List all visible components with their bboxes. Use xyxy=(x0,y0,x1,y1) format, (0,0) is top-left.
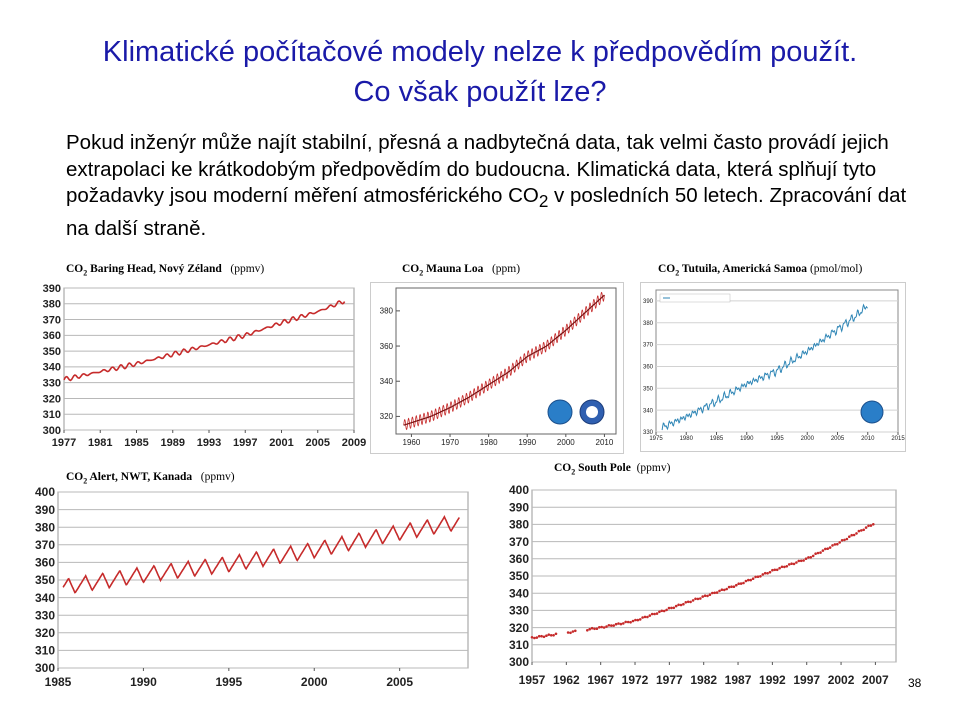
y-tick-label: 300 xyxy=(42,424,61,437)
x-tick-label: 2010 xyxy=(595,438,614,447)
x-tick-label: 1980 xyxy=(479,438,498,447)
x-tick-label: 1985 xyxy=(44,675,72,689)
data-point xyxy=(848,535,851,538)
data-point xyxy=(798,560,801,563)
data-point xyxy=(668,607,671,610)
data-point xyxy=(637,619,640,622)
data-point xyxy=(555,633,558,636)
y-tick-label: 310 xyxy=(34,643,55,658)
data-point xyxy=(567,631,570,634)
data-point xyxy=(754,576,757,579)
y-tick-label: 340 xyxy=(379,377,393,387)
data-point xyxy=(644,616,647,619)
y-tick-label: 390 xyxy=(508,500,529,515)
y-tick-label: 360 xyxy=(379,341,393,351)
data-point xyxy=(552,634,555,637)
caption-southpole: $CO_2$ South Pole (ppmv) xyxy=(554,462,671,477)
data-point xyxy=(653,613,656,616)
data-point xyxy=(697,598,700,601)
slide-title-line1: Klimatické počítačové modely nelze k předpovědím použít. xyxy=(102,36,858,68)
y-tick-label: 340 xyxy=(34,590,55,605)
x-tick-label: 1997 xyxy=(233,437,258,449)
x-tick-label: 1995 xyxy=(770,436,784,442)
y-tick-label: 320 xyxy=(42,393,61,406)
data-point xyxy=(694,598,697,601)
x-tick-label: 1997 xyxy=(793,673,821,687)
data-point xyxy=(831,544,834,547)
y-tick-label: 350 xyxy=(642,386,653,393)
data-point xyxy=(769,571,772,574)
data-point xyxy=(673,607,676,610)
data-point xyxy=(793,563,796,566)
chart-mauna-loa xyxy=(370,282,624,454)
data-point xyxy=(872,523,875,526)
data-point xyxy=(776,569,779,572)
data-point xyxy=(598,626,601,629)
y-tick-label: 370 xyxy=(34,538,55,552)
y-tick-label: 370 xyxy=(642,342,653,349)
data-point xyxy=(538,635,541,638)
y-tick-label: 340 xyxy=(42,361,61,374)
data-point xyxy=(814,552,817,555)
x-tick-label: 1993 xyxy=(196,437,222,449)
y-tick-label: 300 xyxy=(508,655,529,670)
body-paragraph xyxy=(66,130,926,242)
data-point xyxy=(850,534,853,537)
data-point xyxy=(834,543,837,546)
y-tick-label: 380 xyxy=(642,320,653,327)
data-point xyxy=(790,562,793,565)
y-tick-label: 350 xyxy=(34,573,55,588)
data-point xyxy=(548,633,551,636)
chart-alert xyxy=(20,484,480,700)
data-point xyxy=(656,612,659,615)
x-tick-label: 1977 xyxy=(51,437,77,449)
data-point xyxy=(670,607,673,610)
data-point xyxy=(783,566,786,569)
data-point xyxy=(622,622,625,625)
data-point xyxy=(757,575,760,578)
data-point xyxy=(855,532,858,535)
data-point xyxy=(600,626,603,629)
y-tick-label: 370 xyxy=(42,314,61,327)
data-point xyxy=(692,599,695,602)
x-tick-label: 1967 xyxy=(587,673,615,687)
data-point xyxy=(730,585,733,588)
y-tick-label: 380 xyxy=(508,517,529,532)
y-tick-label: 330 xyxy=(42,377,61,390)
data-point xyxy=(786,565,789,568)
data-point xyxy=(725,588,728,591)
data-point xyxy=(543,636,546,639)
data-point xyxy=(853,534,856,537)
data-point xyxy=(651,613,654,616)
data-point xyxy=(711,592,714,595)
data-point xyxy=(632,620,635,623)
x-tick-label: 2002 xyxy=(827,673,855,687)
data-point xyxy=(661,610,664,613)
data-point xyxy=(706,595,709,598)
data-point xyxy=(810,556,813,559)
data-point xyxy=(867,525,870,528)
data-point xyxy=(846,538,849,541)
data-point xyxy=(639,618,642,621)
data-point xyxy=(858,530,861,533)
data-point xyxy=(677,604,680,607)
data-point xyxy=(629,621,632,624)
data-point xyxy=(774,569,777,572)
x-tick-label: 2000 xyxy=(300,675,328,689)
x-tick-label: 2010 xyxy=(861,436,875,442)
data-point xyxy=(687,601,690,604)
x-tick-label: 2000 xyxy=(556,438,575,447)
data-point xyxy=(747,579,750,582)
y-tick-label: 400 xyxy=(508,483,529,498)
y-tick-label: 340 xyxy=(642,408,653,415)
data-point xyxy=(733,585,736,588)
chart-tutuila xyxy=(640,282,906,452)
x-tick-label: 1987 xyxy=(724,673,752,687)
data-point xyxy=(841,539,844,542)
data-point xyxy=(593,628,596,631)
data-point xyxy=(603,626,606,629)
data-point xyxy=(658,611,661,614)
x-tick-label: 2005 xyxy=(305,437,330,449)
data-point xyxy=(718,590,721,593)
data-point xyxy=(649,614,652,617)
legend-box xyxy=(660,294,730,302)
x-tick-label: 1962 xyxy=(552,673,580,687)
y-tick-label: 350 xyxy=(508,569,529,584)
data-point xyxy=(612,624,615,627)
data-point xyxy=(615,623,618,626)
data-point xyxy=(716,591,719,594)
data-point xyxy=(771,569,774,572)
slide-title xyxy=(0,32,960,112)
plot-area xyxy=(64,288,354,430)
y-tick-label: 320 xyxy=(379,412,393,422)
data-point xyxy=(617,622,620,625)
y-tick-label: 300 xyxy=(34,661,55,676)
y-tick-label: 390 xyxy=(34,502,55,517)
noaa-seal-center-icon xyxy=(586,406,598,418)
y-tick-label: 310 xyxy=(42,409,61,422)
x-tick-label: 1981 xyxy=(88,437,113,449)
y-tick-label: 390 xyxy=(642,299,653,306)
data-point xyxy=(752,577,755,580)
x-tick-label: 1995 xyxy=(215,675,243,689)
data-point xyxy=(723,589,726,592)
slide-title-line2: Co však použít lze? xyxy=(353,76,607,108)
x-tick-label: 1990 xyxy=(518,438,537,447)
x-tick-label: 1989 xyxy=(160,437,185,449)
data-point xyxy=(737,582,740,585)
data-point xyxy=(843,539,846,542)
y-tick-label: 320 xyxy=(508,620,529,635)
data-point xyxy=(749,579,752,582)
data-point xyxy=(685,601,688,604)
data-point xyxy=(689,601,692,604)
x-tick-label: 2005 xyxy=(386,675,414,689)
data-point xyxy=(862,529,865,532)
page-number: 38 xyxy=(908,676,922,690)
data-point xyxy=(665,609,668,612)
caption-maunaloa: $CO_2$ Mauna Loa (ppm) xyxy=(402,263,521,278)
data-point xyxy=(826,547,829,550)
x-tick-label: 1970 xyxy=(441,438,459,447)
x-tick-label: 1982 xyxy=(690,673,718,687)
data-point xyxy=(802,559,805,562)
data-point xyxy=(641,616,644,619)
data-point xyxy=(704,594,707,597)
x-tick-label: 1985 xyxy=(709,436,724,442)
data-point xyxy=(759,575,762,578)
data-point xyxy=(675,605,678,608)
data-point xyxy=(627,621,630,624)
noaa-logo-icon xyxy=(548,400,572,424)
y-tick-label: 390 xyxy=(42,282,61,295)
x-tick-label: 1972 xyxy=(621,673,649,687)
data-point xyxy=(596,627,599,630)
data-point xyxy=(624,621,627,624)
caption-alert: $CO_2$ Alert, NWT, Kanada (ppmv) xyxy=(66,471,235,486)
data-point xyxy=(569,632,572,635)
data-point xyxy=(812,555,815,558)
data-point xyxy=(634,619,637,622)
data-point xyxy=(701,595,704,598)
data-point xyxy=(699,597,702,600)
paragraph-subscript: 2 xyxy=(538,192,549,212)
y-tick-label: 380 xyxy=(379,306,393,316)
data-point xyxy=(646,616,649,619)
data-point xyxy=(605,625,608,628)
chart-baring-head xyxy=(28,280,367,460)
x-tick-label: 1990 xyxy=(740,436,754,442)
data-point xyxy=(795,561,798,564)
y-tick-label: 360 xyxy=(34,555,55,570)
data-point xyxy=(865,526,868,529)
x-tick-label: 1957 xyxy=(518,673,546,687)
data-point xyxy=(740,582,743,585)
y-tick-label: 360 xyxy=(642,364,653,371)
data-point xyxy=(545,634,548,637)
data-point xyxy=(663,610,666,613)
data-point xyxy=(807,556,810,559)
data-point xyxy=(713,592,716,595)
y-tick-label: 310 xyxy=(508,638,529,652)
x-tick-label: 1960 xyxy=(402,438,421,447)
data-point xyxy=(608,624,611,627)
y-tick-label: 370 xyxy=(508,534,529,549)
data-point xyxy=(721,588,724,591)
caption-tutuila: $CO_2$ Tutuila, Americká Samoa (pmol/mol) xyxy=(658,263,863,278)
x-tick-label: 2001 xyxy=(269,437,294,449)
data-point xyxy=(531,636,534,639)
y-tick-label: 320 xyxy=(34,626,55,640)
x-tick-label: 1977 xyxy=(656,673,683,687)
y-tick-label: 400 xyxy=(34,485,55,500)
data-point xyxy=(574,630,577,633)
x-tick-label: 1985 xyxy=(124,437,149,449)
data-point xyxy=(819,551,822,554)
y-tick-label: 360 xyxy=(508,552,529,566)
paragraph-part1: Pokud inženýr může najít stabilní, přesná a nadbytečná data, tak velmi často provádí jejich extrapolaci ke krátkodobým předpovědím do budoucna. Klimatická data, která splňují tyto požadavky jsou moderní měření atmosférického CO xyxy=(66,131,889,207)
data-point xyxy=(836,543,839,546)
data-point xyxy=(766,572,769,575)
y-tick-label: 330 xyxy=(34,608,55,623)
chart-south-pole xyxy=(496,480,906,700)
x-tick-label: 1992 xyxy=(759,673,786,687)
data-point xyxy=(838,541,841,544)
data-point xyxy=(824,548,827,551)
data-point xyxy=(742,582,745,585)
data-point xyxy=(829,546,832,549)
data-point xyxy=(540,635,543,638)
x-tick-label: 2015 xyxy=(891,436,905,442)
y-tick-label: 340 xyxy=(508,586,529,601)
data-point xyxy=(588,628,591,631)
data-point xyxy=(682,603,685,606)
data-point xyxy=(572,630,575,633)
data-point xyxy=(805,557,808,560)
x-tick-label: 2000 xyxy=(800,436,814,442)
data-point xyxy=(870,524,873,527)
y-tick-label: 360 xyxy=(42,330,61,343)
data-point xyxy=(735,584,738,587)
data-point xyxy=(800,560,803,563)
data-point xyxy=(610,624,613,627)
y-tick-label: 380 xyxy=(42,298,61,311)
paragraph-part2: v posledních 50 letech. Zpracování dat na další straně. xyxy=(66,184,907,240)
data-point xyxy=(817,552,820,555)
x-tick-label: 2009 xyxy=(341,437,367,449)
x-tick-label: 2005 xyxy=(830,436,845,442)
caption-baring: $CO_2$ Baring Head, Nový Zéland (ppmv) xyxy=(66,263,265,278)
data-point xyxy=(709,593,712,596)
data-point xyxy=(536,636,539,639)
x-tick-label: 1975 xyxy=(649,436,663,442)
data-point xyxy=(728,586,731,589)
data-point xyxy=(788,563,791,566)
data-point xyxy=(533,637,536,640)
data-point xyxy=(778,567,781,570)
x-tick-label: 1980 xyxy=(679,436,693,442)
data-point xyxy=(550,634,553,637)
data-point xyxy=(620,623,623,626)
data-point xyxy=(781,566,784,569)
x-tick-label: 1990 xyxy=(130,675,157,689)
noaa-logo-icon xyxy=(861,401,883,423)
data-point xyxy=(822,549,825,552)
x-tick-label: 2007 xyxy=(862,673,889,687)
data-point xyxy=(762,573,765,576)
data-point xyxy=(745,580,748,583)
data-point xyxy=(680,604,683,607)
y-tick-label: 350 xyxy=(42,345,61,358)
y-tick-label: 330 xyxy=(642,430,653,437)
data-point xyxy=(591,627,594,630)
data-point xyxy=(860,529,863,532)
y-tick-label: 330 xyxy=(508,603,529,618)
data-point xyxy=(764,572,767,575)
data-point xyxy=(586,629,589,632)
y-tick-label: 380 xyxy=(34,520,55,535)
